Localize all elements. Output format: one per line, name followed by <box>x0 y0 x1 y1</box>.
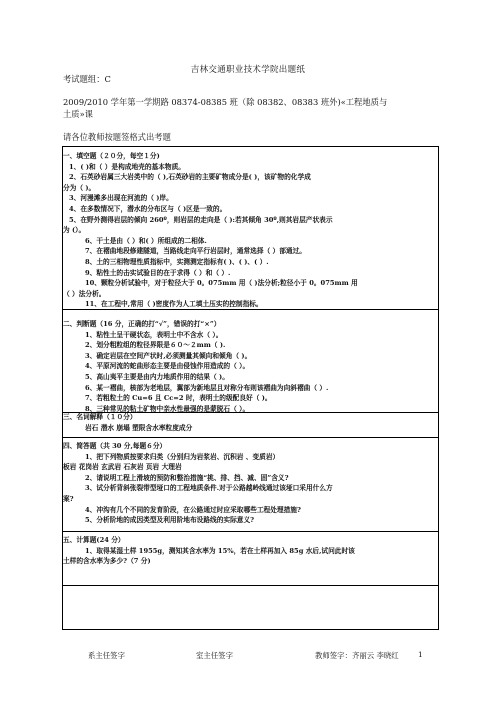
section-definitions <box>63 412 433 433</box>
section-short-answer <box>63 441 433 526</box>
question-line: 2、请说明工程上滑坡的预防和整治措施“挑、排、挡、减、固”含义? <box>85 473 289 482</box>
question-line: 6、某一褶曲，核部为老地层，翼部为新地层且对称分布则该褶曲为向斜褶曲（ ）. <box>85 383 329 392</box>
question-line: 7、在褶曲地段修建隧道，当路线走向平行岩层时，通常选择（ ）部通过。 <box>85 247 306 256</box>
question-line: 10、颗粒分析试验中，对于粒径大于 0。075mm 用（ )法分析;粒径小于 0。075mm 用 <box>85 279 358 288</box>
question-line: 案? <box>63 494 74 503</box>
question-line: 1、( )和（ ）是构成地壳的基本物质。 <box>69 162 185 171</box>
question-line: 7、若粗粒土的 Cu=6 且 Cc=2 时，表明土的级配良好（ )。 <box>85 394 272 403</box>
teacher-signature: 教师签字：齐丽云 李晓红 <box>315 651 399 660</box>
question-line: 为 (）。 <box>63 226 86 235</box>
question-line: 岩石 潜水 崩塌 塑限含水率粒度成分 <box>85 423 193 432</box>
exam-group: 考试题组：C <box>63 74 111 84</box>
question-line: 3、确定岩层在空间产状时,必须测量其倾向和倾角（ )。 <box>85 351 252 360</box>
question-line: （ ）法分析。 <box>63 289 106 298</box>
question-line: 1、取得某湿土样 1955g，测知其含水率为 15%，若在土样再加入 85g 水后,试问此时该 <box>85 546 355 555</box>
question-line: 4、在多数情况下，潜水的分布区与（ )区是一致的。 <box>69 204 227 213</box>
question-line: 11、在工程中,常用（ )密度作为人工填土压实的控制指标。 <box>85 300 263 309</box>
section-divider <box>63 585 438 586</box>
question-line: 5、在野外测得岩层的倾向 260º，则岩层的走向是（ ):若其倾角 30º,则其岩层产状表示 <box>69 215 333 224</box>
page-title: 吉林交通职业技术学院出题纸 <box>190 65 306 75</box>
question-line: 8、土的三相物理性质指标中，实测测定指标有( )、( )、( ）. <box>85 257 269 266</box>
section-divider <box>63 437 438 438</box>
office-head-signature: 室主任签字 <box>196 651 233 660</box>
term-line-2: 土质»课 <box>63 109 93 119</box>
question-line: 3、河漫滩多出现在河流的（ )岸。 <box>69 194 173 203</box>
question-line: 6、干土是由（ ）和( ）所组成的二相体. <box>85 236 207 245</box>
question-line: 板岩 花岗岩 玄武岩 石灰岩 页岩 大理岩 <box>63 463 182 472</box>
section-heading: 一、填空题（２０分，每空１分) <box>63 152 160 160</box>
question-line: 4、冲沟有几个不同的发育阶段，在公路通过时应采取哪些工程处理措施? <box>85 505 301 514</box>
question-line: 2、石英砂岩属三大岩类中的（ ),石英砂岩的主要矿物成分是( )，该矿物的化学成 <box>69 173 311 182</box>
question-line: 4、平原河流的蛇曲形态主要是由侵蚀作用造成的（ ）。 <box>85 362 250 371</box>
section-heading: 三、名词解释（１０分） <box>63 413 137 421</box>
section-fill-in <box>63 151 433 310</box>
term-line-1: 2009/2010 学年第一学期路 08374-08385 班（除 08382、08383 班外)«工程地质与 <box>63 97 388 107</box>
question-line: 9、粘性土的击实试验目的在于求得（ ）和（ ）. <box>85 268 231 277</box>
page-number: 1 <box>418 650 423 659</box>
question-line: 5、分析阶地的成因类型及利用阶地布设路线的实际意义? <box>85 516 255 525</box>
section-heading: 四、简答题（共 30 分,每题６分） <box>63 442 167 450</box>
question-line: 土样的含水率为多少?（7 分) <box>63 557 151 566</box>
section-heading: 五、计算题(24 分） <box>63 536 125 544</box>
question-line: 1、粘性土呈干硬状态，表明土中不含水（ ）。 <box>85 330 223 339</box>
question-line: 2、划分粗粒组的粒径界限是６０～２mm（ ). <box>85 341 226 350</box>
instruction: 请各位教师按题签格式出考题 <box>63 132 171 142</box>
section-heading: 二、判断题（16 分，正确的打“√”，错误的打“×”） <box>63 320 221 328</box>
question-line: 3、试分析背斜张裂带型垭口的工程地质条件.对于公路越岭线通过该垭口采用什么方 <box>85 484 333 493</box>
question-line: 1、把下列物质按要求归类（分别归为岩浆岩、沉积岩 、变质岩） <box>85 452 280 461</box>
question-line: 8、三种常见的粘土矿物中亲水性最强的是蒙脱石（ ）。 <box>85 404 250 413</box>
dept-head-signature: 系主任签字 <box>88 651 125 660</box>
question-table <box>62 146 439 630</box>
section-calculation <box>63 535 433 567</box>
section-true-false <box>63 319 433 414</box>
question-line: 分为（ )。 <box>63 183 96 192</box>
question-line: 5、高山夷平主要是由内力地质作用的结果（ )。 <box>85 372 229 381</box>
section-divider <box>63 531 438 532</box>
